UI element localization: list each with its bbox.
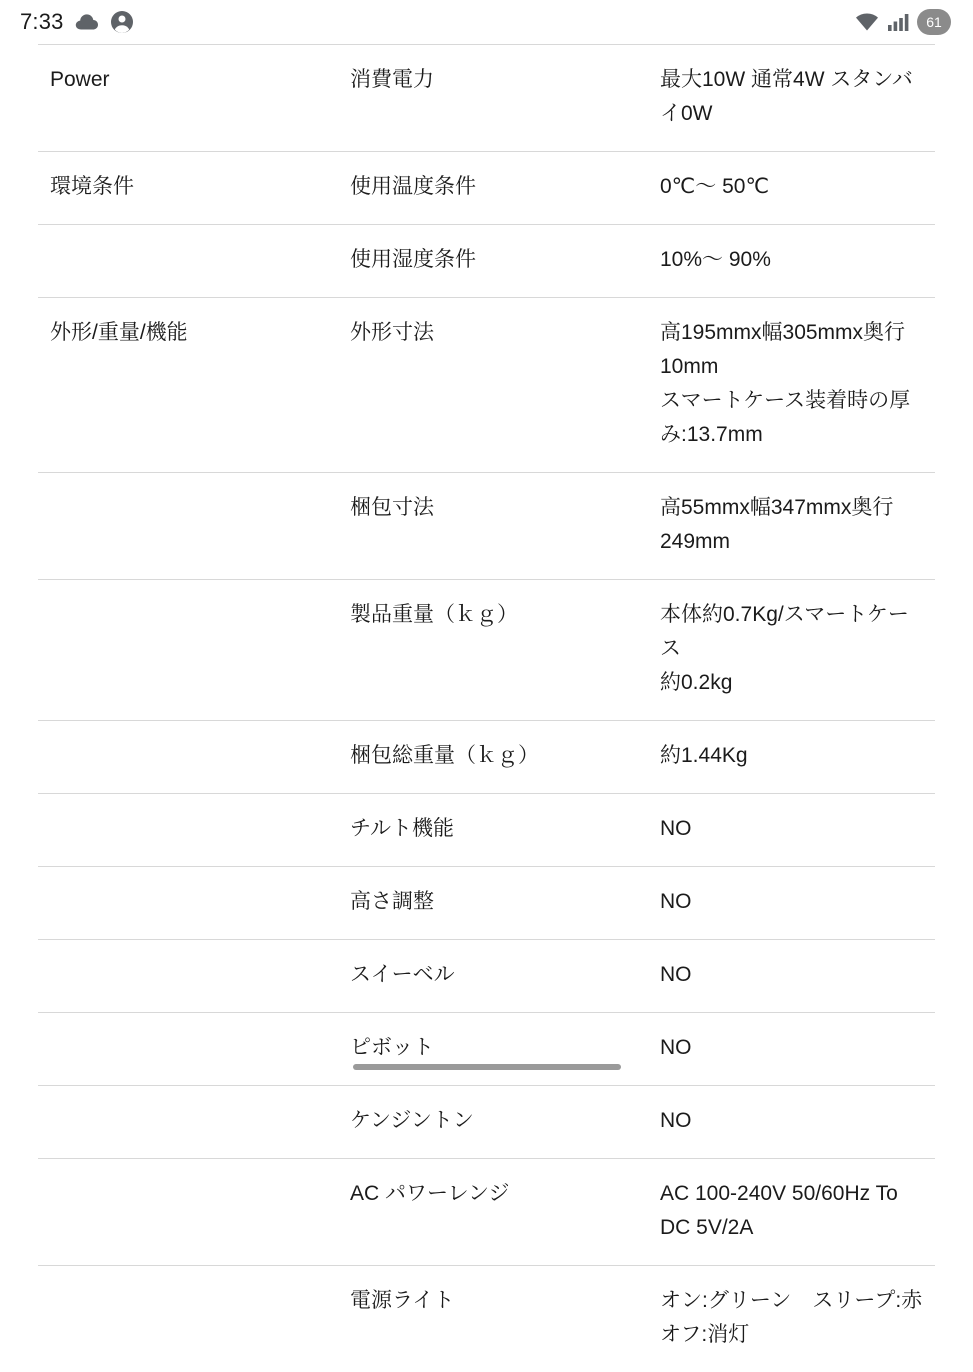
- table-cell-value: [648, 940, 935, 1013]
- table-cell-value-line: 10mm: [660, 350, 923, 384]
- table-cell-category: [38, 794, 338, 867]
- table-cell-item: ピボット: [338, 1013, 648, 1086]
- table-cell-category: 環境条件: [38, 152, 338, 225]
- table-cell-category: [38, 867, 338, 940]
- table-cell-value: [648, 1086, 935, 1159]
- table-row: [38, 45, 935, 152]
- table-cell-value-line: 約1.44Kg: [660, 739, 923, 773]
- table-cell-category: [38, 1013, 338, 1086]
- table-cell-category: [38, 225, 338, 298]
- table-row: [38, 1159, 935, 1266]
- table-cell-item: チルト機能: [338, 794, 648, 867]
- table-cell-value: [648, 298, 935, 473]
- table-cell-item: AC パワーレンジ: [338, 1159, 648, 1266]
- table-cell-value: [648, 225, 935, 298]
- table-cell-category: 外形/重量/機能: [38, 298, 338, 473]
- table-cell-category: Power: [38, 45, 338, 152]
- table-cell-category: [38, 1159, 338, 1266]
- table-row: [38, 940, 935, 1013]
- table-cell-value-line: 最大10W 通常4W スタンバ: [660, 63, 923, 97]
- table-cell-item: 外形寸法: [338, 298, 648, 473]
- table-cell-value: [648, 473, 935, 580]
- gesture-home-bar[interactable]: [353, 1064, 621, 1070]
- table-cell-value-line: NO: [660, 1104, 923, 1138]
- table-cell-value-line: オン:グリーン スリープ:赤: [660, 1284, 923, 1318]
- cloud-icon: [74, 12, 100, 32]
- account-icon: [110, 10, 134, 34]
- table-cell-value: [648, 1266, 935, 1372]
- table-cell-value-line: NO: [660, 812, 923, 846]
- table-row: [38, 867, 935, 940]
- table-cell-value-line: 高195mmx幅305mmx奥行: [660, 316, 923, 350]
- table-row: [38, 721, 935, 794]
- table-cell-value-line: 高55mmx幅347mmx奥行: [660, 491, 923, 525]
- table-cell-item: ケンジントン: [338, 1086, 648, 1159]
- table-cell-value-line: 本体約0.7Kg/スマートケース: [660, 598, 923, 666]
- table-cell-value: [648, 867, 935, 940]
- table-cell-category: [38, 721, 338, 794]
- table-cell-value: [648, 1159, 935, 1266]
- table-row: [38, 794, 935, 867]
- table-cell-item: 消費電力: [338, 45, 648, 152]
- signal-icon: [887, 12, 909, 32]
- status-bar-right: [855, 9, 951, 35]
- status-bar-left: [20, 9, 134, 35]
- table-cell-value-line: 249mm: [660, 525, 923, 559]
- table-cell-value-line: NO: [660, 958, 923, 992]
- table-cell-value: [648, 794, 935, 867]
- table-cell-value-line: 10%〜 90%: [660, 243, 923, 277]
- table-cell-value: [648, 721, 935, 794]
- battery-indicator: 61: [917, 9, 951, 35]
- table-row: [38, 1266, 935, 1372]
- table-row: [38, 473, 935, 580]
- table-cell-item: 電源ライト: [338, 1266, 648, 1372]
- table-cell-value-line: NO: [660, 885, 923, 919]
- table-cell-value-line: 0℃〜 50℃: [660, 170, 923, 204]
- table-row: [38, 1013, 935, 1086]
- table-cell-item: 製品重量（ｋｇ）: [338, 580, 648, 721]
- table-cell-item: 使用湿度条件: [338, 225, 648, 298]
- table-row: [38, 298, 935, 473]
- specification-table-body: [38, 45, 935, 1372]
- table-row: [38, 1086, 935, 1159]
- table-cell-category: [38, 473, 338, 580]
- table-cell-value-line: AC 100-240V 50/60Hz To: [660, 1177, 923, 1211]
- table-cell-category: [38, 1086, 338, 1159]
- table-row: [38, 225, 935, 298]
- table-cell-value-line: スマートケース装着時の厚: [660, 384, 923, 418]
- table-cell-item: スイーベル: [338, 940, 648, 1013]
- table-cell-value-line: NO: [660, 1031, 923, 1065]
- status-clock: 7:33: [20, 9, 64, 35]
- table-cell-value-line: オフ:消灯: [660, 1318, 923, 1352]
- table-cell-value-line: み:13.7mm: [660, 418, 923, 452]
- specification-table: [38, 44, 935, 1372]
- table-cell-item: 高さ調整: [338, 867, 648, 940]
- table-row: [38, 152, 935, 225]
- wifi-icon: [855, 12, 879, 32]
- table-cell-item: 梱包総重量（ｋｇ）: [338, 721, 648, 794]
- table-cell-item: 梱包寸法: [338, 473, 648, 580]
- table-cell-value: [648, 580, 935, 721]
- table-cell-value-line: DC 5V/2A: [660, 1211, 923, 1245]
- table-cell-value: [648, 152, 935, 225]
- table-row: [38, 580, 935, 721]
- table-cell-category: [38, 940, 338, 1013]
- table-cell-item: 使用温度条件: [338, 152, 648, 225]
- status-bar: [0, 0, 973, 44]
- table-cell-category: [38, 1266, 338, 1372]
- table-cell-value-line: 約0.2kg: [660, 666, 923, 700]
- table-cell-category: [38, 580, 338, 721]
- table-cell-value: [648, 1013, 935, 1086]
- table-cell-value-line: イ0W: [660, 97, 923, 131]
- table-cell-value: [648, 45, 935, 152]
- spec-table-container: [0, 44, 973, 1372]
